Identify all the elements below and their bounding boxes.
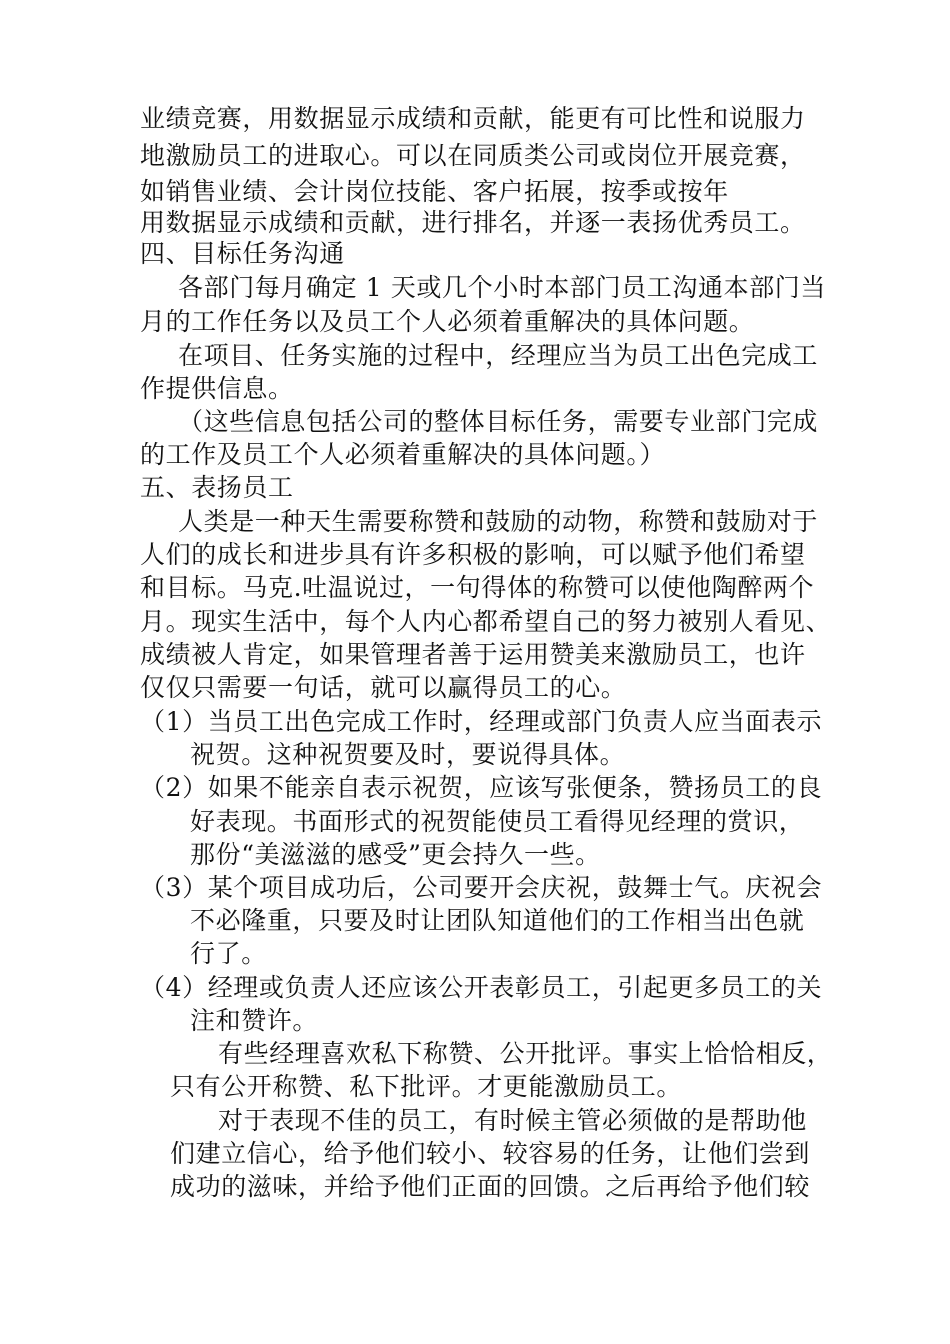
text-line: 如销售业绩、会计岗位技能、客户拓展，按季或按年	[140, 177, 729, 206]
text-line: 仅仅只需要一句话，就可以赢得员工的心。	[140, 673, 627, 702]
list-item: （4）经理或负责人还应该公开表彰员工，引起更多员工的关	[140, 973, 823, 1002]
list-item: （3）某个项目成功后，公司要开会庆祝，鼓舞士气。庆祝会	[140, 873, 823, 902]
text-line: 各部门每月确定 1 天或几个小时本部门员工沟通本部门当	[178, 273, 827, 302]
text-line: 和目标。马克.吐温说过，一句得体的称赞可以使他陶醉两个	[140, 573, 815, 602]
text-line: 成绩被人肯定，如果管理者善于运用赞美来激励员工，也许	[140, 640, 806, 669]
list-item-continuation: 好表现。书面形式的祝贺能使员工看得见经理的赏识，	[190, 807, 805, 836]
list-item: （2）如果不能亲自表示祝贺，应该写张便条，赞扬员工的良	[140, 773, 823, 802]
section-heading: 四、目标任务沟通	[140, 239, 345, 268]
text-line: 人们的成长和进步具有许多积极的影响，可以赋予他们希望	[140, 540, 806, 569]
text-line: 月的工作任务以及员工个人必须着重解决的具体问题。	[140, 307, 755, 336]
text-line: 人类是一种天生需要称赞和鼓励的动物，称赞和鼓励对于	[178, 507, 819, 536]
text-line: 用数据显示成绩和贡献，进行排名，并逐一表扬优秀员工。	[140, 208, 806, 237]
text-line: 们建立信心，给予他们较小、较容易的任务，让他们尝到	[170, 1139, 811, 1168]
list-item-continuation: 不必隆重，只要及时让团队知道他们的工作相当出色就	[190, 906, 805, 935]
section-heading: 五、表扬员工	[140, 473, 294, 502]
list-item-continuation: 注和赞许。	[190, 1006, 319, 1035]
text-line: （这些信息包括公司的整体目标任务，需要专业部门完成	[178, 407, 819, 436]
text-line: 在项目、任务实施的过程中，经理应当为员工出色完成工	[178, 341, 819, 370]
text-line: 成功的滋味，并给予他们正面的回馈。之后再给予他们较	[170, 1172, 811, 1201]
list-item-continuation: 行了。	[190, 939, 267, 968]
text-line: 有些经理喜欢私下称赞、公开批评。事实上恰恰相反，	[218, 1039, 833, 1068]
text-line: 地激励员工的进取心。可以在同质类公司或岗位开展竞赛，	[140, 141, 806, 170]
text-line: 作提供信息。	[140, 374, 294, 403]
text-line: 业绩竞赛，用数据显示成绩和贡献，能更有可比性和说服力	[140, 104, 806, 133]
list-item: （1）当员工出色完成工作时，经理或部门负责人应当面表示	[140, 707, 823, 736]
list-item-continuation: 那份“美滋滋的感受”更会持久一些。	[190, 840, 601, 869]
text-line: 月。现实生活中，每个人内心都希望自己的努力被别人看见、	[140, 607, 832, 636]
text-line: 对于表现不佳的员工，有时候主管必须做的是帮助他	[218, 1106, 807, 1135]
text-line: 的工作及员工个人必须着重解决的具体问题。）	[140, 440, 666, 469]
text-line: 只有公开称赞、私下批评。才更能激励员工。	[170, 1072, 683, 1101]
list-item-continuation: 祝贺。这种祝贺要及时，要说得具体。	[190, 740, 626, 769]
